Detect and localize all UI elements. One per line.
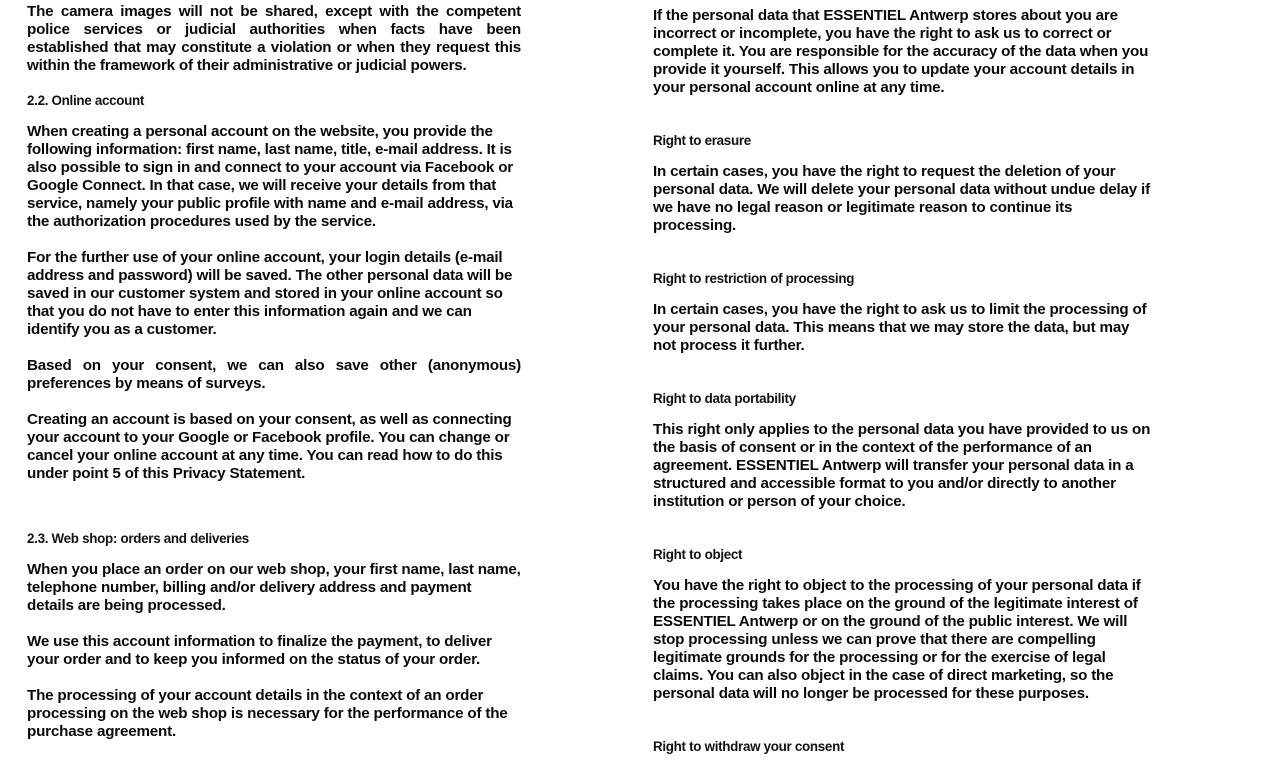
right-to-restriction-text: In certain cases, you have the right to ask us to limit the processing of your personal data. This means that we may store the data, but may not process it further. bbox=[653, 301, 1147, 354]
web-shop-heading: 2.3. Web shop: orders and deliveries bbox=[27, 531, 249, 546]
online-account-heading: 2.2. Online account bbox=[27, 93, 145, 108]
online-account-paragraph-3: Based on your consent, we can also save other (anonymous) preferences by means of surveys. bbox=[27, 357, 521, 392]
right-to-object-heading: Right to object bbox=[653, 547, 743, 562]
online-account-paragraph-2: For the further use of your online account, your login details (e-mail address and password) will be saved. The other personal data will be saved in our customer system and stored in your online account so that you do not have to enter this information again and we can identify you as a customer. bbox=[27, 249, 513, 338]
rectification-paragraph: If the personal data that ESSENTIEL Antwerp stores about you are incorrect or incomplete, you have the right to ask us to correct or complete it. You are responsible for the accuracy of the data when you provide it yourself. This allows you to update your account details in your personal account online at any time. bbox=[653, 7, 1149, 96]
right-to-erasure-text: In certain cases, you have the right to request the deletion of your personal data. We will delete your personal data without undue delay if we have no legal reason or legitimate reason to continue its processing. bbox=[653, 163, 1150, 234]
right-to-portability-heading: Right to data portability bbox=[653, 391, 796, 406]
right-to-erasure-heading: Right to erasure bbox=[653, 133, 751, 148]
web-shop-paragraph-1: When you place an order on our web shop, your first name, last name, telephone number, billing and/or delivery address and payment details are being processed. bbox=[27, 561, 521, 614]
right-to-portability-text: This right only applies to the personal data you have provided to us on the basis of consent or in the context of the performance of an agreement. ESSENTIEL Antwerp will transfer your personal data in a structured and accessible format to you and/or directly to another institution or person of your choice. bbox=[653, 421, 1151, 510]
online-account-paragraph-4: Creating an account is based on your consent, as well as connecting your account to your Google or Facebook profile. You can change or cancel your online account at any time. You can read how to do this under point 5 of this Privacy Statement. bbox=[27, 411, 512, 482]
right-to-object-text: You have the right to object to the processing of your personal data if the processing takes place on the ground of the legitimate interest of ESSENTIEL Antwerp or on the ground of the public interest. We will stop processing unless we can prove that there are compelling legitimate grounds for the processing or for the exercise of legal claims. You can also object in the case of direct marketing, so the personal data will no longer be processed for these purposes. bbox=[653, 577, 1141, 702]
web-shop-paragraph-2: We use this account information to finalize the payment, to deliver your order and to keep you informed on the status of your order. bbox=[27, 633, 492, 668]
web-shop-paragraph-3: The processing of your account details in the context of an order processing on the web shop is necessary for the performance of the purchase agreement. bbox=[27, 687, 508, 740]
online-account-paragraph-1: When creating a personal account on the website, you provide the following information: first name, last name, title, e-mail address. It is also possible to sign in and connect to your account via Facebook or Google Connect. In that case, we will receive your details from that service, namely your public profile with name and e-mail address, via the authorization procedures used by the service. bbox=[27, 123, 513, 230]
right-to-restriction-heading: Right to restriction of processing bbox=[653, 271, 855, 286]
right-to-withdraw-consent-heading: Right to withdraw your consent bbox=[653, 739, 845, 754]
camera-images-paragraph: The camera images will not be shared, except with the competent police services or judicial authorities when facts have been established that may constitute a violation or when they request this within the framework of their administrative or judicial powers. bbox=[27, 3, 521, 74]
